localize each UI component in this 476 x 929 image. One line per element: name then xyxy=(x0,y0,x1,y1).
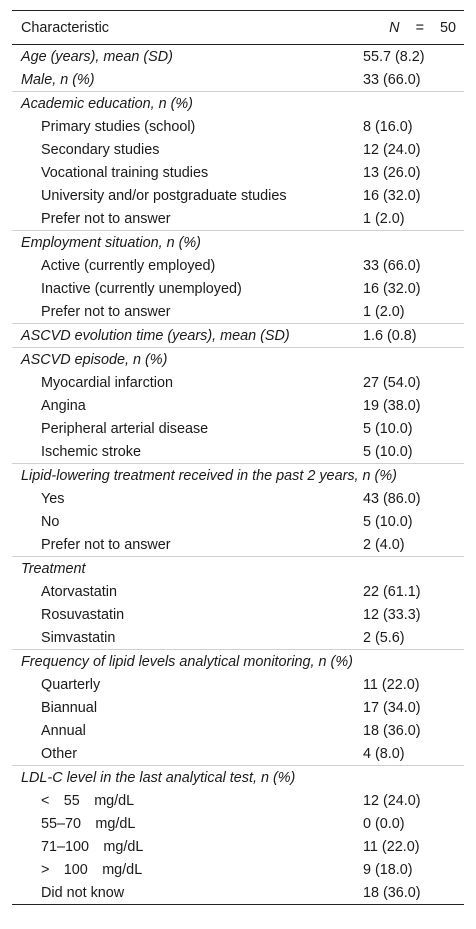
row-label: No xyxy=(41,513,60,530)
row-label: Annual xyxy=(41,722,86,739)
row-label: University and/or postgraduate studies xyxy=(41,187,287,204)
row-label: Prefer not to answer xyxy=(41,536,171,553)
row-value: 17 (34.0) xyxy=(363,699,421,716)
row-value: 5 (10.0) xyxy=(363,513,413,530)
row-label: Frequency of lipid levels analytical monitoring, n (%) xyxy=(21,653,353,670)
row-value: 18 (36.0) xyxy=(363,722,421,739)
row-label: Quarterly xyxy=(41,676,101,693)
row-label: Simvastatin xyxy=(41,629,116,646)
category-row xyxy=(12,68,464,91)
row-value: 55.7 (8.2) xyxy=(363,48,425,65)
subcategory-row xyxy=(12,580,464,603)
row-label: Treatment xyxy=(21,560,86,577)
subcategory-row xyxy=(12,184,464,207)
row-value: 1 (2.0) xyxy=(363,303,405,320)
row-label: Atorvastatin xyxy=(41,583,117,600)
row-value: 9 (18.0) xyxy=(363,861,413,878)
row-value: 33 (66.0) xyxy=(363,257,421,274)
subcategory-row xyxy=(12,603,464,626)
row-value: 16 (32.0) xyxy=(363,187,421,204)
row-label: Age (years), mean (SD) xyxy=(21,48,173,65)
row-label: ASCVD evolution time (years), mean (SD) xyxy=(21,327,290,344)
row-value: 1.6 (0.8) xyxy=(363,327,417,344)
row-value: 11 (22.0) xyxy=(363,676,420,693)
subcategory-row xyxy=(12,300,464,323)
row-value: 11 (22.0) xyxy=(363,838,420,855)
subcategory-row xyxy=(12,626,464,649)
row-value: 1 (2.0) xyxy=(363,210,405,227)
header-sample-size xyxy=(389,20,456,36)
header-characteristic: Characteristic xyxy=(21,19,109,36)
row-value: 2 (4.0) xyxy=(363,536,405,553)
row-label: ASCVD episode, n (%) xyxy=(21,351,168,368)
row-label: Lipid-lowering treatment received in the past 2 years, n (%) xyxy=(21,467,397,484)
row-label: Vocational training studies xyxy=(41,164,209,181)
row-label: Active (currently employed) xyxy=(41,257,216,274)
subcategory-row xyxy=(12,673,464,696)
row-value: 27 (54.0) xyxy=(363,374,421,391)
row-label: Biannual xyxy=(41,699,98,716)
subcategory-row xyxy=(12,487,464,510)
subcategory-row xyxy=(12,812,464,835)
subcategory-row xyxy=(12,858,464,881)
row-value: 12 (24.0) xyxy=(363,141,421,158)
row-label: Angina xyxy=(41,397,86,414)
subcategory-row xyxy=(12,742,464,765)
row-label: Employment situation, n (%) xyxy=(21,234,201,251)
row-label: Other xyxy=(41,745,77,762)
row-value: 12 (33.3) xyxy=(363,606,421,623)
category-row xyxy=(12,91,464,115)
category-row xyxy=(12,230,464,254)
subcategory-row xyxy=(12,207,464,230)
subcategory-row xyxy=(12,789,464,812)
row-value: 5 (10.0) xyxy=(363,420,413,437)
subcategory-row xyxy=(12,440,464,463)
row-value: 18 (36.0) xyxy=(363,884,421,901)
category-row xyxy=(12,463,464,487)
header-n-value: 50 xyxy=(439,19,456,36)
row-label: Primary studies (school) xyxy=(41,118,196,135)
subcategory-row xyxy=(12,277,464,300)
subcategory-row xyxy=(12,138,464,161)
row-value: 16 (32.0) xyxy=(363,280,421,297)
row-value: 12 (24.0) xyxy=(363,792,421,809)
row-label: Male, n (%) xyxy=(21,71,95,88)
row-label: Yes xyxy=(41,490,65,507)
characteristics-table xyxy=(12,10,464,905)
row-label: 71–100 mg/dL xyxy=(41,838,144,855)
row-label: 55–70 mg/dL xyxy=(41,815,136,832)
row-label: Did not know xyxy=(41,884,125,901)
header-n-symbol: N xyxy=(389,19,400,36)
subcategory-row xyxy=(12,696,464,719)
category-row xyxy=(12,765,464,789)
subcategory-row xyxy=(12,510,464,533)
table-header xyxy=(12,11,464,45)
row-value: 43 (86.0) xyxy=(363,490,421,507)
subcategory-row xyxy=(12,254,464,277)
subcategory-row xyxy=(12,161,464,184)
row-label: Academic education, n (%) xyxy=(21,95,193,112)
row-value: 13 (26.0) xyxy=(363,164,421,181)
category-row xyxy=(12,45,464,68)
row-label: Secondary studies xyxy=(41,141,160,158)
subcategory-row xyxy=(12,371,464,394)
header-n-equals: = xyxy=(415,19,424,36)
row-value: 4 (8.0) xyxy=(363,745,405,762)
row-label: Rosuvastatin xyxy=(41,606,125,623)
row-value: 22 (61.1) xyxy=(363,583,421,600)
row-label: Inactive (currently unemployed) xyxy=(41,280,242,297)
row-label: Prefer not to answer xyxy=(41,303,171,320)
category-row xyxy=(12,649,464,673)
row-label: LDL-C level in the last analytical test, n (%) xyxy=(21,769,296,786)
row-value: 2 (5.6) xyxy=(363,629,405,646)
row-value: 33 (66.0) xyxy=(363,71,421,88)
row-label: Prefer not to answer xyxy=(41,210,171,227)
subcategory-row xyxy=(12,394,464,417)
subcategory-row xyxy=(12,719,464,742)
category-row xyxy=(12,347,464,371)
row-value: 8 (16.0) xyxy=(363,118,413,135)
category-row xyxy=(12,556,464,580)
category-row xyxy=(12,323,464,347)
row-label: > 100 mg/dL xyxy=(41,861,143,878)
subcategory-row xyxy=(12,115,464,138)
subcategory-row xyxy=(12,533,464,556)
row-value: 19 (38.0) xyxy=(363,397,421,414)
subcategory-row xyxy=(12,417,464,440)
subcategory-row xyxy=(12,835,464,858)
row-label: Myocardial infarction xyxy=(41,374,173,391)
row-label: < 55 mg/dL xyxy=(41,792,135,809)
row-label: Peripheral arterial disease xyxy=(41,420,209,437)
table-body xyxy=(12,45,464,904)
row-label: Ischemic stroke xyxy=(41,443,141,460)
subcategory-row xyxy=(12,881,464,904)
row-value: 0 (0.0) xyxy=(363,815,405,832)
row-value: 5 (10.0) xyxy=(363,443,413,460)
